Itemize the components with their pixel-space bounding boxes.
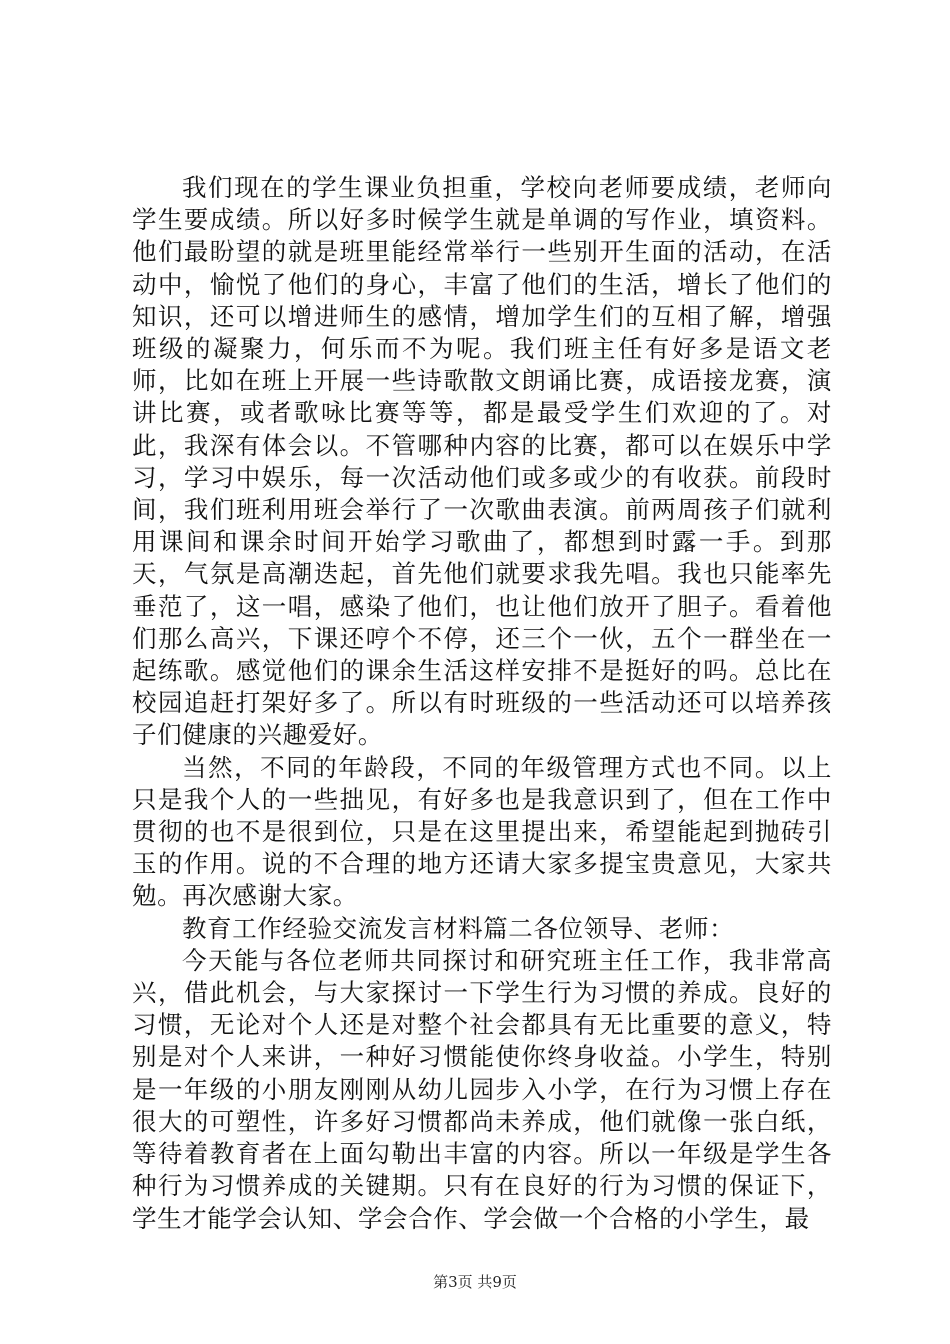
- paragraph: 教育工作经验交流发言材料篇二各位领导、老师：: [182, 913, 735, 943]
- paragraph: 我们现在的学生课业负担重，学校向老师要成绩，老师向学生要成绩。所以好多时候学生就是单调的写作业，填资料。他们最盼望的就是班里能经常举行一些别开生面的活动，在活动中，愉悦了他们的身心，丰富了他们的生活，增长了他们的知识，还可以增进师生的感情，增加学生们的互相了解，增强班级的凝聚力，何乐而不为呢。我们班主任有好多是语文老师，比如在班上开展一些诗歌散文朗诵比赛，成语接龙赛，演讲比赛，或者歌咏比赛等等，都是最受学生们欢迎的了。对此，我深有体会以。不管哪种内容的比赛，都可以在娱乐中学习，学习中娱乐，每一次活动他们或多或少的有收获。前段时间，我们班利用班会举行了一次歌曲表演。前两周孩子们就利用课间和课余时间开始学习歌曲了，都想到时露一手。到那天，气氛是高潮迭起，首先他们就要求我先唱。我也只能率先垂范了，这一唱，感染了他们，也让他们放开了胆子。看着他们那么高兴，下课还哼个不停，还三个一伙，五个一群坐在一起练歌。感觉他们的课余生活这样安排不是挺好的吗。总比在校园追赶打架好多了。所以有时班级的一些活动还可以培养孩子们健康的兴趣爱好。: [132, 173, 832, 750]
- page-number-footer: 第3页 共9页: [433, 1273, 517, 1291]
- body-text: [132, 172, 832, 1235]
- paragraph: 当然，不同的年龄段，不同的年级管理方式也不同。以上只是我个人的一些拙见，有好多也是我意识到了，但在工作中贯彻的也不是很到位，只是在这里提出来，希望能起到抛砖引玉的作用。说的不合理的地方还请大家多提宝贵意见，大家共勉。再次感谢大家。: [132, 752, 832, 911]
- paragraph: 今天能与各位老师共同探讨和研究班主任工作，我非常高兴，借此机会，与大家探讨一下学生行为习惯的养成。良好的习惯，无论对个人还是对整个社会都具有无比重要的意义，特别是对个人来讲，一种好习惯能使你终身收益。小学生，特别是一年级的小朋友刚刚从幼儿园步入小学，在行为习惯上存在很大的可塑性，许多好习惯都尚未养成，他们就像一张白纸，等待着教育者在上面勾勒出丰富的内容。所以一年级是学生各种行为习惯养成的关键期。只有在良好的行为习惯的保证下，学生才能学会认知、学会合作、学会做一个合格的小学生，最: [132, 945, 832, 1233]
